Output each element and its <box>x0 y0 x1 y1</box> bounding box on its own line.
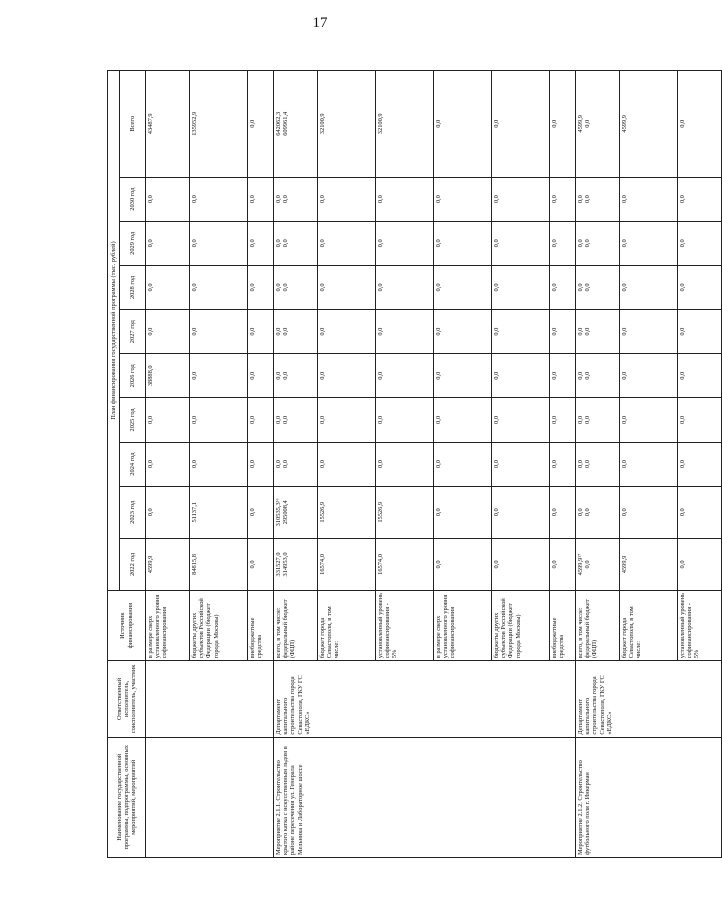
year-value-cell: 0,0 0,0 <box>576 177 620 221</box>
year-value-cell: 0,0 0,0 <box>576 354 620 398</box>
year-value-cell: 0,0 <box>248 177 274 221</box>
year-value-cell: 0,0 <box>550 265 576 309</box>
year-value-cell: 0,0 <box>492 221 550 265</box>
year-value-cell: 0,0 <box>492 398 550 442</box>
year-value-cell: 0,0 <box>620 221 678 265</box>
year-value-cell: 0,0 <box>620 486 678 538</box>
measure-name: Мероприятие 2.1.1. Строительство крытого катка с искусственным льдом в районе пересечения ул. Генерала Мельника и Лабораторное шоссе <box>274 737 576 857</box>
year-value-cell: 0,0 <box>190 398 248 442</box>
year-value-cell: 0,0 <box>620 354 678 398</box>
page-number: 17 <box>312 15 328 31</box>
total-cell: 4599,9 <box>620 71 678 178</box>
total-cell: 0,0 <box>248 71 274 178</box>
year-value-cell: 0,0 0,0 <box>576 486 620 538</box>
year-value-cell: 16574,0 <box>318 538 376 590</box>
year-value-cell: 0,0 <box>434 265 492 309</box>
year-value-cell: 0,0 <box>248 538 274 590</box>
header-year: 2024 год <box>120 442 146 486</box>
year-value-cell: 0,0 <box>248 398 274 442</box>
total-cell: 43487,9 <box>146 71 190 178</box>
year-value-cell: 0,0 <box>620 177 678 221</box>
year-value-cell: 0,0 <box>376 265 434 309</box>
table-row <box>576 71 620 858</box>
year-value-cell: 0,0 <box>434 398 492 442</box>
total-cell: 642062,3 609961,4 <box>274 71 318 178</box>
year-value-cell: 0,0 <box>376 177 434 221</box>
year-value-cell: 0,0 <box>492 538 550 590</box>
year-value-cell: 0,0 <box>678 177 722 221</box>
year-value-cell: 0,0 <box>434 310 492 354</box>
year-value-cell: 0,0 <box>434 354 492 398</box>
year-value-cell: 0,0 <box>146 310 190 354</box>
measure-name: Мероприятие 2.1.2. Строительство футбольного поля г. Инкерман <box>576 737 722 857</box>
funding-source: установленный уровень софинансирования - 5% <box>376 591 434 661</box>
year-value-cell: 0,0 <box>190 177 248 221</box>
year-value-cell: 0,0 <box>620 310 678 354</box>
table-row <box>274 71 318 858</box>
year-value-cell: 0,0 <box>550 221 576 265</box>
year-value-cell: 0,0 <box>678 310 722 354</box>
year-value-cell: 0,0 <box>376 398 434 442</box>
year-value-cell: 0,0 0,0 <box>576 265 620 309</box>
total-cell: 4599,9 0,0 <box>576 71 620 178</box>
year-value-cell: 0,0 <box>550 177 576 221</box>
year-value-cell: 0,0 <box>492 354 550 398</box>
year-value-cell: 0,0 <box>434 442 492 486</box>
year-value-cell: 0,0 <box>146 177 190 221</box>
year-value-cell: 0,0 <box>550 442 576 486</box>
header-year: 2023 год <box>120 486 146 538</box>
year-value-cell: 0,0 <box>376 442 434 486</box>
year-value-cell: 0,0 <box>190 265 248 309</box>
year-value-cell: 0,0 <box>248 265 274 309</box>
year-value-cell: 0,0 0,0 <box>274 310 318 354</box>
funding-source: бюджеты других субъектов Российской Федерации (бюджет города Москвы) <box>190 591 248 661</box>
year-value-cell: 0,0 <box>620 398 678 442</box>
funding-source: всего, в том числе: федеральный бюджет (ФЦП) <box>576 591 620 661</box>
year-value-cell: 0,0 <box>550 310 576 354</box>
responsible-executor <box>146 661 274 737</box>
year-value-cell: 0,0 <box>318 221 376 265</box>
table-row <box>146 71 190 858</box>
header-year: 2029 год <box>120 221 146 265</box>
year-value-cell: 0,0 <box>678 354 722 398</box>
year-value-cell: 0,0 <box>678 442 722 486</box>
year-value-cell: 0,0 <box>318 265 376 309</box>
total-cell: 0,0 <box>434 71 492 178</box>
year-value-cell: 0,0 <box>434 538 492 590</box>
year-value-cell: 0,0 <box>318 398 376 442</box>
year-value-cell: 0,0 <box>376 310 434 354</box>
year-value-cell: 0,0 <box>678 265 722 309</box>
header-source: Источник финансирования <box>108 591 146 661</box>
year-value-cell: 0,0 <box>318 442 376 486</box>
year-value-cell: 310535,3¹⁶ 295008,4 <box>274 486 318 538</box>
total-cell: 135952,9 <box>190 71 248 178</box>
year-value-cell: 0,0 <box>678 398 722 442</box>
year-value-cell: 0,0 <box>492 486 550 538</box>
year-value-cell: 15526,9 <box>376 486 434 538</box>
year-value-cell: 51137,1 <box>190 486 248 538</box>
year-value-cell: 0,0 <box>190 442 248 486</box>
year-value-cell: 0,0 0,0 <box>576 310 620 354</box>
header-name: Наименование государственной программы, подпрограммы, основных мероприятий, мероприятий <box>108 737 146 857</box>
year-value-cell: 0,0 <box>678 486 722 538</box>
year-value-cell: 0,0 <box>146 221 190 265</box>
year-value-cell: 0,0 0,0 <box>274 442 318 486</box>
header-responsible: Ответственный исполнитель, соисполнитель, участник <box>108 661 146 737</box>
header-year: 2028 год <box>120 265 146 309</box>
funding-source: в размере сверх установленного уровня софинансирования <box>146 591 190 661</box>
year-value-cell: 0,0 <box>146 265 190 309</box>
funding-source: бюджеты других субъектов Российской Федерации (бюджет города Москвы) <box>492 591 550 661</box>
year-value-cell: 16574,0 <box>376 538 434 590</box>
year-value-cell: 0,0 <box>318 354 376 398</box>
year-value-cell: 0,0 0,0 <box>274 398 318 442</box>
year-value-cell: 38888,0 <box>146 354 190 398</box>
year-value-cell: 0,0 <box>376 221 434 265</box>
year-value-cell: 0,0 <box>550 354 576 398</box>
funding-source: в размере сверх установленного уровня софинансирования <box>434 591 492 661</box>
year-value-cell: 0,0 <box>550 486 576 538</box>
year-value-cell: 15526,9 <box>318 486 376 538</box>
year-value-cell: 0,0 <box>492 310 550 354</box>
year-value-cell: 0,0 <box>434 486 492 538</box>
year-value-cell: 0,0 <box>434 221 492 265</box>
responsible-executor: Департамент капитального строительства города Севастополя, ГКУ ГС «ЕДКС» <box>274 661 576 737</box>
year-value-cell: 0,0 <box>492 265 550 309</box>
year-value-cell: 4599,9¹⁷ 0,0 <box>576 538 620 590</box>
year-value-cell: 0,0 0,0 <box>576 442 620 486</box>
year-value-cell: 0,0 <box>190 354 248 398</box>
header-year: Всего <box>120 71 146 178</box>
year-value-cell: 0,0 <box>492 177 550 221</box>
year-value-cell: 0,0 <box>550 398 576 442</box>
year-value-cell: 0,0 <box>434 177 492 221</box>
year-value-cell: 0,0 0,0 <box>274 221 318 265</box>
responsible-executor: Департамент капитального строительства города Севастополя, ГКУ ГС «ЕДКС» <box>576 661 722 737</box>
year-value-cell: 0,0 <box>492 442 550 486</box>
total-cell: 32100,9 <box>376 71 434 178</box>
year-value-cell: 0,0 <box>190 310 248 354</box>
year-value-cell: 0,0 <box>146 398 190 442</box>
year-value-cell: 0,0 0,0 <box>274 354 318 398</box>
total-cell: 32100,9 <box>318 71 376 178</box>
year-value-cell: 0,0 <box>146 486 190 538</box>
year-value-cell: 0,0 0,0 <box>576 221 620 265</box>
year-value-cell: 0,0 <box>248 354 274 398</box>
year-value-cell: 0,0 0,0 <box>576 398 620 442</box>
year-value-cell: 0,0 <box>620 442 678 486</box>
total-cell: 0,0 <box>492 71 550 178</box>
funding-source: всего, в том числе: федеральный бюджет (ФЦП) <box>274 591 318 661</box>
year-value-cell: 4599,9 <box>146 538 190 590</box>
year-value-cell: 0,0 <box>318 177 376 221</box>
year-value-cell: 4599,9 <box>620 538 678 590</box>
year-value-cell: 0,0 <box>620 265 678 309</box>
year-value-cell: 0,0 0,0 <box>274 265 318 309</box>
header-year: 2022 год <box>120 538 146 590</box>
year-value-cell: 331527,0 314953,0 <box>274 538 318 590</box>
year-value-cell: 0,0 <box>248 221 274 265</box>
year-value-cell: 0,0 <box>248 442 274 486</box>
year-value-cell: 0,0 <box>550 538 576 590</box>
year-value-cell: 0,0 <box>248 486 274 538</box>
header-year: 2025 год <box>120 398 146 442</box>
funding-source: бюджет города Севастополя, в том числе: <box>318 591 376 661</box>
funding-source: внебюджетные средства <box>550 591 576 661</box>
total-cell: 0,0 <box>550 71 576 178</box>
funding-source: бюджет города Севастополя, в том числе: <box>620 591 678 661</box>
year-value-cell: 0,0 0,0 <box>274 177 318 221</box>
header-year: 2030 год <box>120 177 146 221</box>
header-year: 2027 год <box>120 310 146 354</box>
year-value-cell: 0,0 <box>248 310 274 354</box>
total-cell: 0,0 <box>678 71 722 178</box>
funding-source: установленный уровень софинансирования - 5% <box>678 591 722 661</box>
measure-name <box>146 737 274 857</box>
year-value-cell: 84815,8 <box>190 538 248 590</box>
header-year: 2026 год <box>120 354 146 398</box>
rotated-table-wrapper <box>107 70 701 858</box>
funding-source: внебюджетные средства <box>248 591 274 661</box>
header-plan: План финансирования государственной программы (тыс. рублей) <box>108 71 120 591</box>
year-value-cell: 0,0 <box>678 538 722 590</box>
year-value-cell: 0,0 <box>318 310 376 354</box>
year-value-cell: 0,0 <box>190 221 248 265</box>
year-value-cell: 0,0 <box>678 221 722 265</box>
year-value-cell: 0,0 <box>376 354 434 398</box>
year-value-cell: 0,0 <box>146 442 190 486</box>
financing-table <box>107 70 722 858</box>
